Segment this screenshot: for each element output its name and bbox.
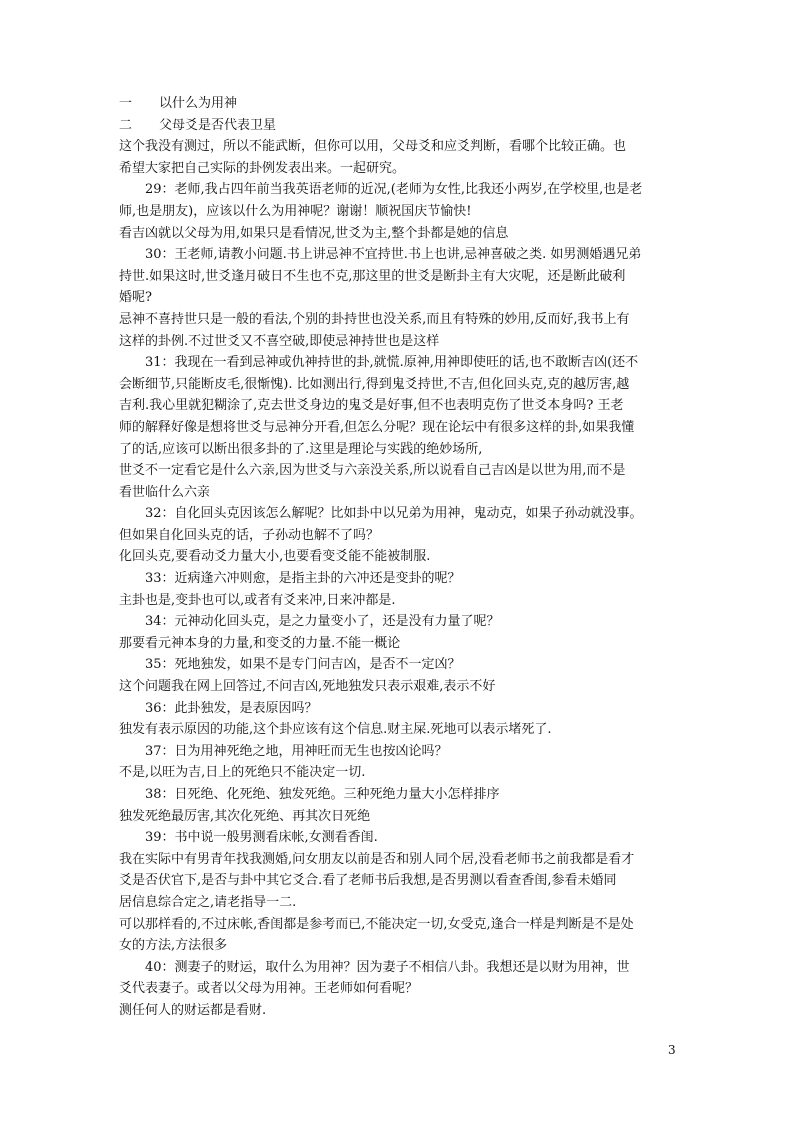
page-number: 3 bbox=[668, 1043, 676, 1057]
heading-1-number: 一 bbox=[119, 96, 133, 111]
text-line: 37：日为用神死绝之地，用神旺而无生也按凶论吗？ bbox=[145, 743, 448, 759]
text-line: 女的方法,方法很多 bbox=[119, 938, 228, 954]
text-line: 我在实际中有男青年找我测婚,问女朋友以前是否和别人同个居,没看老师书之前我都是看才 bbox=[119, 851, 635, 867]
text-line: 独发死绝最厉害,其次化死绝、再其次日死绝 bbox=[119, 808, 371, 824]
text-line: 会断细节,只能断皮毛,很惭愧). 比如测出行,得到鬼爻持世,不吉,但化回头克,克的越厉害,越 bbox=[119, 376, 630, 392]
text-line: 29：老师,我占四年前当我英语老师的近况,(老师为女性,比我还小两岁,在学校里,也是老 bbox=[145, 182, 643, 198]
text-line: 这个问题我在网上回答过,不问吉凶,死地独发只表示艰难,表示不好 bbox=[119, 679, 496, 695]
text-line: 32：自化回头克因该怎么解呢？比如卦中以兄弟为用神，鬼动克，如果子孙动就没事。 bbox=[145, 506, 643, 522]
text-line: 吉利.我心里就犯糊涂了,克去世爻身边的鬼爻是好事,但不也表明克伤了世爻本身吗? 王老 bbox=[119, 398, 624, 414]
text-line: 持世.如果这时,世爻逢月破日不生也不克,那这里的世爻是断卦主有大灾呢，还是断此破利 bbox=[119, 268, 626, 284]
text-line: 这样的卦例.不过世爻又不喜空破,即使忌神持世也是这样 bbox=[119, 333, 440, 349]
text-line: 那要看元神本身的力量,和变爻的力量.不能一概论 bbox=[119, 635, 401, 651]
text-line: 40：测妻子的财运，取什么为用神？因为妻子不相信八卦。我想还是以财为用神，世 bbox=[145, 959, 630, 975]
text-line: 看世临什么六亲 bbox=[119, 484, 211, 500]
text-line: 38：日死绝、化死绝、独发死绝。三种死绝力量大小怎样排序 bbox=[145, 787, 500, 802]
text-line: 了的话,应该可以断出很多卦的了.这里是理论与实践的绝妙场所, bbox=[119, 441, 483, 457]
text-line: 独发有表示原因的功能,这个卦应该有这个信息.财主屎.死地可以表示堵死了. bbox=[119, 722, 552, 738]
text-line: 看吉凶就以父母为用,如果只是看情况,世爻为主,整个卦都是她的信息 bbox=[119, 225, 509, 241]
body-text bbox=[119, 136, 674, 1021]
text-line: 化回头克,要看动爻力量大小,也要看变爻能不能被制服. bbox=[119, 549, 431, 565]
document-page bbox=[119, 93, 674, 1018]
text-line: 30：王老师,请教小问题.书上讲忌神不宜持世.书上也讲,忌神喜破之类. 如男测婚遇兄弟 bbox=[145, 247, 642, 263]
heading-2 bbox=[119, 115, 674, 137]
text-line: 居信息综合定之,请老指导一二. bbox=[119, 894, 297, 910]
text-line: 测任何人的财运都是看财. bbox=[119, 1002, 267, 1018]
text-line: 可以那样看的,不过床帐,香闺都是参考而已,不能决定一切,女受克,逢合一样是判断是不是处 bbox=[119, 916, 634, 932]
heading-2-number: 二 bbox=[119, 117, 133, 133]
text-line: 31：我现在一看到忌神或仇神持世的卦,就慌.原神,用神即使旺的话,也不敢断吉凶(还不 bbox=[145, 355, 639, 371]
text-line: 33：近病逢六冲则愈，是指主卦的六冲还是变卦的呢？ bbox=[145, 571, 461, 587]
heading-1 bbox=[119, 93, 674, 115]
text-line: 34：元神动化回头克，是之力量变小了，还是没有力量了呢？ bbox=[145, 614, 500, 630]
text-line: 39：书中说一般男测看床帐,女测看香闺. bbox=[145, 830, 378, 846]
text-line: 爻是否伏官下,是否与卦中其它爻合.看了老师书后我想,是否男测以看查香闺,参看未婚同 bbox=[119, 873, 617, 889]
heading-1-text: 以什么为用神 bbox=[159, 96, 238, 111]
text-line: 但如果自化回头克的话，子孙动也解不了吗？ bbox=[119, 527, 380, 543]
text-line: 爻代表妻子。或者以父母为用神。王老师如何看呢？ bbox=[119, 981, 419, 997]
text-line: 主卦也是,变卦也可以,或者有爻来冲,日来冲都是. bbox=[119, 592, 396, 608]
text-line: 35：死地独发，如果不是专门问吉凶，是否不一定凶？ bbox=[145, 657, 461, 673]
text-line: 36：此卦独发，是表原因吗？ bbox=[145, 700, 318, 716]
text-line: 这个我没有测过，所以不能武断，但你可以用，父母爻和应爻判断，看哪个比较正确。也 bbox=[119, 139, 627, 155]
text-line: 世爻不一定看它是什么六亲,因为世爻与六亲没关系,所以说看自己吉凶是以世为用,而不是 bbox=[119, 463, 626, 479]
text-line: 师,也是朋友)，应该以什么为用神呢？谢谢！顺祝国庆节愉快! bbox=[119, 203, 472, 219]
text-line: 希望大家把自己实际的卦例发表出来。一起研究。 bbox=[119, 160, 406, 176]
text-line: 师的解释好像是想将世爻与忌神分开看,但怎么分呢？现在论坛中有很多这样的卦,如果我懂 bbox=[119, 419, 635, 435]
text-line: 忌神不喜持世只是一般的看法,个别的卦持世也没关系,而且有特殊的妙用,反而好,我书上有 bbox=[119, 311, 630, 327]
text-line: 婚呢? bbox=[119, 290, 152, 306]
text-line: 不是,以旺为吉,日上的死绝只不能决定一切. bbox=[119, 765, 366, 781]
heading-2-text: 父母爻是否代表卫星 bbox=[159, 117, 277, 133]
